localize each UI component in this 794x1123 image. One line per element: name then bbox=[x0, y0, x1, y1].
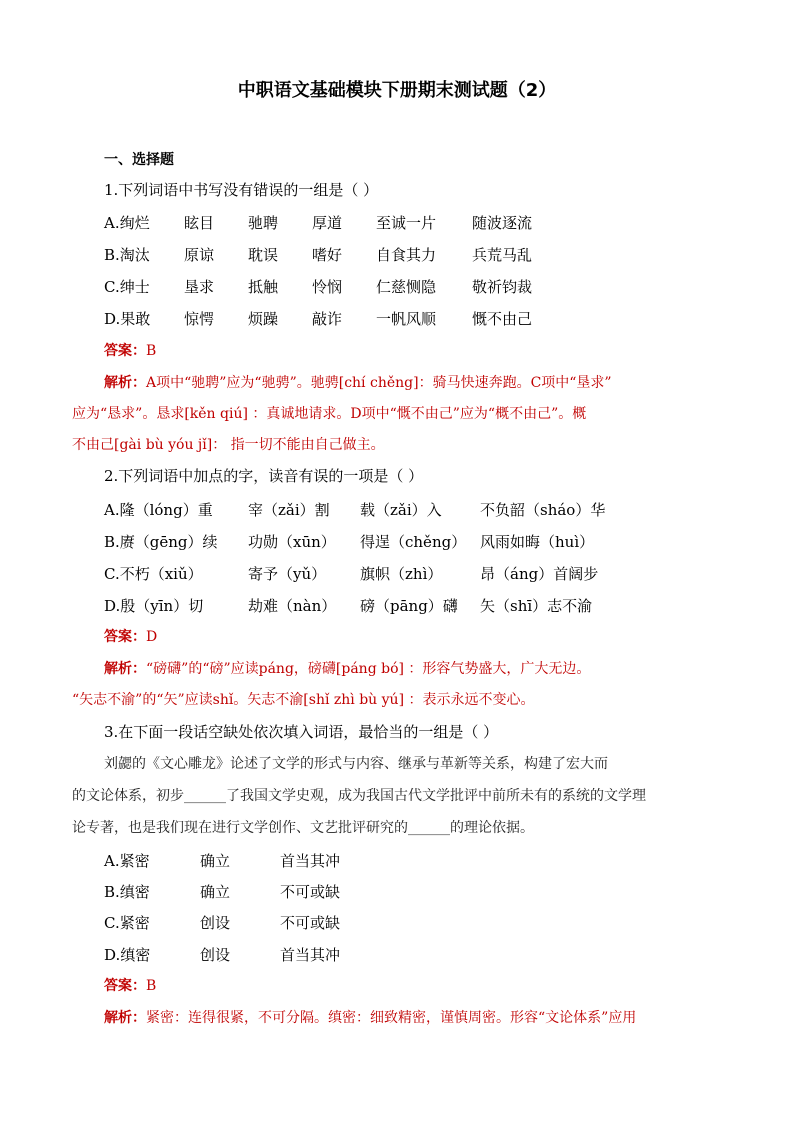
option-word: A.绚烂 bbox=[104, 214, 150, 232]
option-word: 功勋（xūn） bbox=[248, 533, 336, 551]
q1-answer bbox=[104, 341, 156, 361]
answer-value: B bbox=[146, 978, 157, 994]
q3-explanation-line-1: 解析：紧密：连得很紧，不可分隔。缜密：细致精密，谨慎周密。形容“文论体系”应用 bbox=[104, 1010, 637, 1026]
q3-passage-line-1: 刘勰的《文心雕龙》论述了文学的形式与内容、继承与革新等关系，构建了宏大而 bbox=[104, 756, 608, 772]
option-word: C.绅士 bbox=[104, 278, 150, 296]
q2-explanation-line-2: “矢志不渝”的“矢”应读shǐ。矢志不渝[shǐ zhì bù yú] ：表示永远不变心。 bbox=[72, 692, 535, 708]
option-word: 创设 bbox=[200, 946, 231, 964]
q1-explanation-line-1: 解析：A项中“驰聘”应为“驰骋”。驰骋[chí chěng]：骑马快速奔跑。C项中“垦求” bbox=[104, 375, 612, 391]
option-word: 不负韶（sháo）华 bbox=[480, 501, 606, 519]
option-word: 敲诈 bbox=[312, 310, 343, 328]
option-word: D.果敢 bbox=[104, 310, 151, 328]
option-word: 确立 bbox=[200, 852, 231, 870]
option-word: A.隆（lóng）重 bbox=[104, 501, 213, 519]
option-word: 载（zǎi）入 bbox=[360, 501, 442, 519]
option-word: 耽误 bbox=[248, 246, 279, 264]
q2-explanation-line-1: 解析：“磅礴”的“磅”应读páng，磅礴[páng bó] ：形容气势盛大，广大无边。 bbox=[104, 661, 591, 677]
option-word: 厚道 bbox=[312, 214, 343, 232]
option-word: 不可或缺 bbox=[280, 914, 341, 932]
option-word: C.紧密 bbox=[104, 914, 150, 932]
option-word: 创设 bbox=[200, 914, 231, 932]
option-word: B.缜密 bbox=[104, 883, 150, 901]
option-word: 眩目 bbox=[184, 214, 215, 232]
explanation-label: 解析： bbox=[104, 661, 146, 677]
q3-answer bbox=[104, 976, 156, 996]
option-word: 宰（zǎi）割 bbox=[248, 501, 330, 519]
option-word: 磅（pāng）礴 bbox=[360, 597, 458, 615]
option-word: 自食其力 bbox=[376, 246, 437, 264]
q1-explanation-line-3: 不由己[gài bù yóu jǐ]： 指一切不能由自己做主。 bbox=[72, 437, 385, 453]
option-word: 原谅 bbox=[184, 246, 215, 264]
q3-passage-line-3: 论专著，也是我们现在进行文学创作、文艺批评研究的______的理论依据。 bbox=[72, 820, 534, 836]
option-word: B.赓（gēng）续 bbox=[104, 533, 218, 551]
option-word: 抵触 bbox=[248, 278, 279, 296]
q1-explanation-line-2: 应为“恳求”。恳求[kěn qiú] ：真诚地请求。D项中“慨不由己”应为“概不由己”。概 bbox=[72, 406, 587, 422]
option-word: D.殷（yīn）切 bbox=[104, 597, 204, 615]
option-word: 不可或缺 bbox=[280, 883, 341, 901]
option-word: 矢（shī）志不渝 bbox=[480, 597, 593, 615]
section-heading: 一、选择题 bbox=[104, 152, 174, 168]
q2-answer bbox=[104, 627, 157, 647]
option-word: B.淘汰 bbox=[104, 246, 150, 264]
explanation-label: 解析： bbox=[104, 375, 146, 391]
option-word: 至诚一片 bbox=[376, 214, 437, 232]
option-word: A.紧密 bbox=[104, 852, 150, 870]
answer-label: 答案： bbox=[104, 343, 146, 359]
answer-value: B bbox=[146, 343, 157, 359]
option-word: 首当其冲 bbox=[280, 852, 341, 870]
option-word: C.不朽（xiǔ） bbox=[104, 565, 203, 583]
option-word: 敬祈钧裁 bbox=[472, 278, 533, 296]
option-word: 一帆风顺 bbox=[376, 310, 437, 328]
option-word: 劫难（nàn） bbox=[248, 597, 337, 615]
question-1-stem: 1.下列词语中书写没有错误的一组是（ ） bbox=[104, 181, 379, 199]
page-title: 中职语文基础模块下册期末测试题（2） bbox=[237, 80, 557, 101]
option-word: 怜悯 bbox=[312, 278, 343, 296]
answer-label: 答案： bbox=[104, 978, 146, 994]
q3-passage-line-2: 的文论体系，初步______了我国文学史观，成为我国古代文学批评中前所未有的系统的文学理 bbox=[72, 788, 646, 804]
option-word: 驰聘 bbox=[248, 214, 279, 232]
option-word: 随波逐流 bbox=[472, 214, 533, 232]
option-word: 仁慈恻隐 bbox=[376, 278, 437, 296]
option-word: 寄予（yǔ） bbox=[248, 565, 327, 583]
option-word: 兵荒马乱 bbox=[472, 246, 533, 264]
explanation-label: 解析： bbox=[104, 1010, 146, 1026]
option-word: 垦求 bbox=[184, 278, 215, 296]
option-word: 嗜好 bbox=[312, 246, 343, 264]
option-word: 惊愕 bbox=[184, 310, 215, 328]
option-word: 确立 bbox=[200, 883, 231, 901]
question-3-stem: 3.在下面一段话空缺处依次填入词语，最恰当的一组是（ ） bbox=[104, 723, 499, 741]
option-word: 烦躁 bbox=[248, 310, 279, 328]
option-word: 昂（áng）首阔步 bbox=[480, 565, 599, 583]
answer-label: 答案： bbox=[104, 629, 146, 645]
option-word: 风雨如晦（huì） bbox=[480, 533, 595, 551]
question-2-stem: 2.下列词语中加点的字，读音有误的一项是（ ） bbox=[104, 467, 424, 485]
option-word: 慨不由己 bbox=[472, 310, 533, 328]
option-word: 旗帜（zhì） bbox=[360, 565, 443, 583]
answer-value: D bbox=[146, 629, 158, 645]
option-word: 首当其冲 bbox=[280, 946, 341, 964]
option-word: 得逞（chěng） bbox=[360, 533, 467, 551]
option-word: D.缜密 bbox=[104, 946, 151, 964]
